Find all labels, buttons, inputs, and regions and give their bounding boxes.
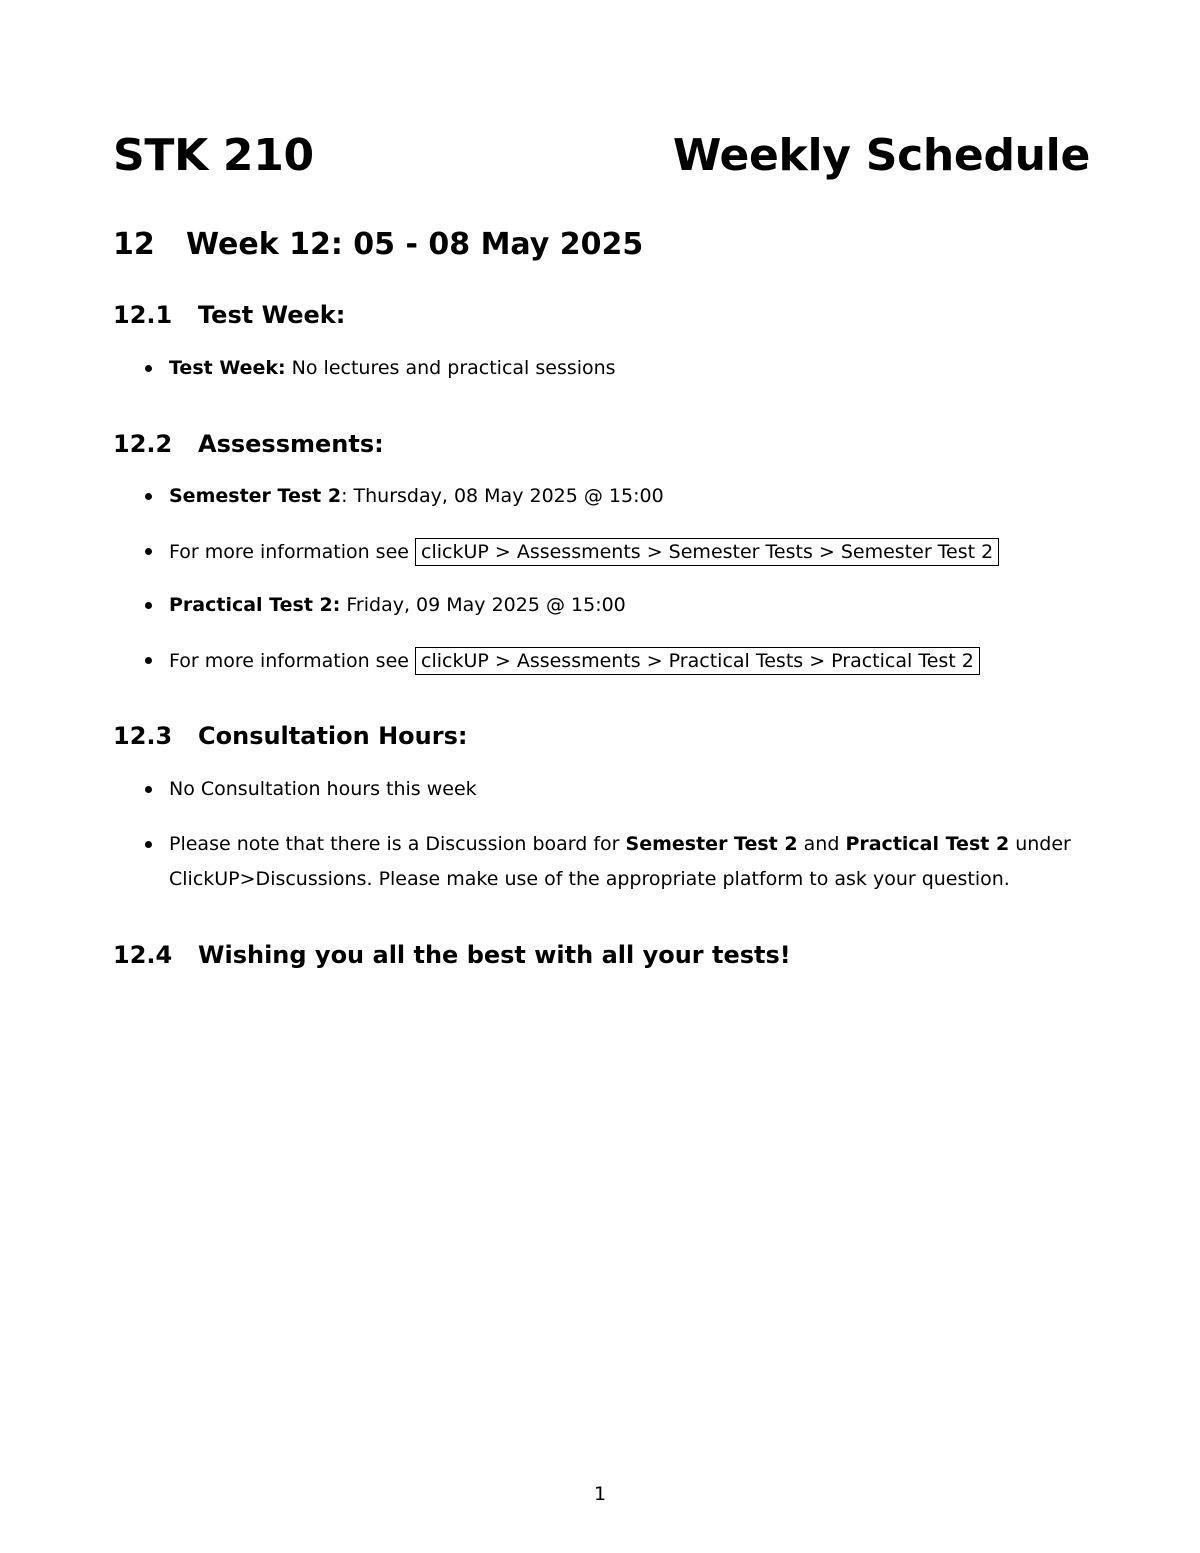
item-text: For more information see bbox=[169, 650, 415, 672]
bullet-icon bbox=[145, 548, 152, 555]
bullet-icon bbox=[145, 841, 152, 848]
subsection-number: 12.4 bbox=[113, 941, 173, 969]
item-text: : Thursday, 08 May 2025 @ 15:00 bbox=[341, 485, 664, 507]
item-label: Practical Test 2: bbox=[169, 594, 341, 616]
bullet-icon bbox=[145, 602, 152, 609]
page-number: 1 bbox=[593, 1483, 607, 1505]
item-bold: Semester Test 2 bbox=[625, 833, 798, 855]
section-title: Week 12: 05 - 08 May 2025 bbox=[186, 227, 644, 262]
section-number: 12 bbox=[113, 227, 155, 262]
subsection-number: 12.3 bbox=[113, 722, 173, 750]
item-text: Friday, 09 May 2025 @ 15:00 bbox=[340, 594, 626, 616]
subsection-title: Test Week: bbox=[198, 301, 346, 329]
item-text: For more information see bbox=[169, 541, 415, 563]
item-bold: Practical Test 2 bbox=[845, 833, 1010, 855]
item-label: Test Week: bbox=[169, 357, 286, 379]
bullet-icon bbox=[145, 365, 152, 372]
section-heading bbox=[113, 224, 643, 266]
document-title: Weekly Schedule bbox=[672, 130, 1090, 181]
page-header bbox=[113, 128, 1090, 188]
subsection-heading-wishes bbox=[113, 938, 791, 972]
bullet-icon bbox=[145, 493, 152, 500]
item-text: Please note that there is a Discussion board for bbox=[169, 833, 626, 855]
item-text: No Consultation hours this week bbox=[169, 778, 477, 800]
clickup-path-practical-test: clickUP > Assessments > Practical Tests > Practical Test 2 bbox=[415, 647, 980, 675]
subsection-title: Wishing you all the best with all your tests! bbox=[198, 941, 791, 969]
course-code: STK 210 bbox=[113, 130, 314, 181]
item-text: No lectures and practical sessions bbox=[285, 357, 616, 379]
subsection-heading-assessments bbox=[113, 427, 384, 461]
subsection-title: Consultation Hours: bbox=[198, 722, 468, 750]
item-text: and bbox=[797, 833, 846, 855]
item-label: Semester Test 2 bbox=[169, 485, 342, 507]
item-text: under ClickUP>Discussions. Please make use of the appropriate platform to ask your question. bbox=[169, 833, 1071, 890]
subsection-heading-test-week bbox=[113, 298, 345, 332]
clickup-path-semester-test: clickUP > Assessments > Semester Tests > Semester Test 2 bbox=[415, 538, 999, 566]
subsection-heading-consultation bbox=[113, 719, 467, 753]
bullet-icon bbox=[145, 786, 152, 793]
list-item-paragraph bbox=[169, 827, 1094, 897]
subsection-number: 12.2 bbox=[113, 430, 173, 458]
subsection-title: Assessments: bbox=[198, 430, 384, 458]
bullet-icon bbox=[145, 657, 152, 664]
subsection-number: 12.1 bbox=[113, 301, 173, 329]
